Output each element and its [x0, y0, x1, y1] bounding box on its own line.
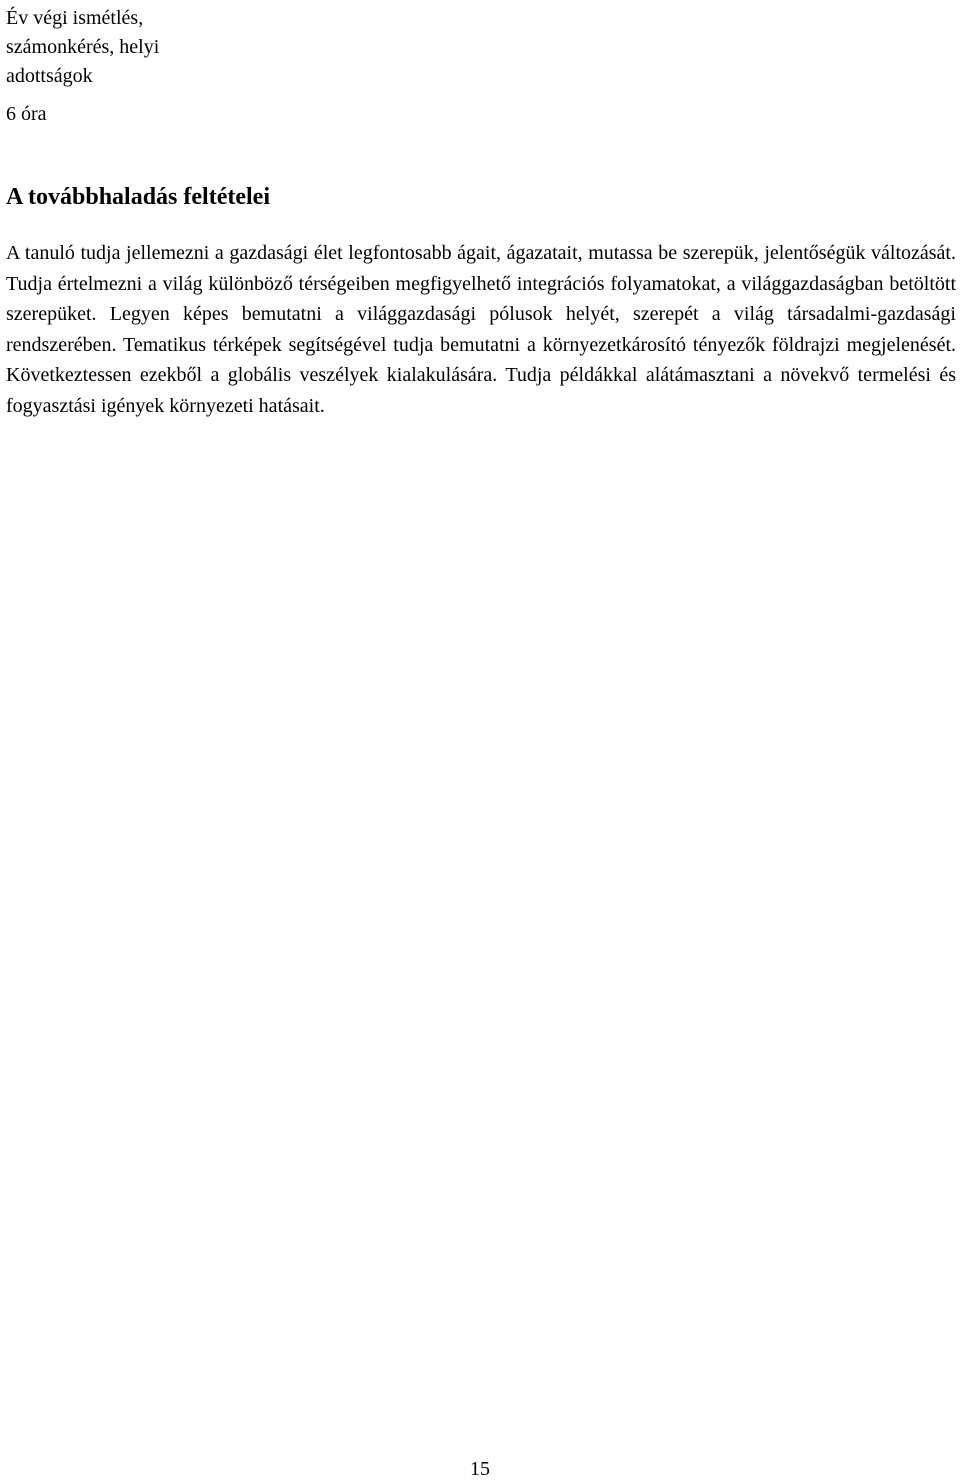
lesson-hours: 6 óra [6, 103, 47, 125]
topic-title-line-1: Év végi ismétlés, [6, 7, 144, 29]
page-number: 15 [470, 1458, 490, 1480]
section-body-paragraph: A tanuló tudja jellemezni a gazdasági élet legfontosabb ágait, ágazatait, mutassa be szerepük, jelentőségük változását. Tudja értelmezni a világ különböző térségeiben megfigyelhető integrációs folyamatokat, a világgazdaságban betöltött szerepüket. Legyen képes bemutatni a világgazdasági pólusok helyét, szerepét a világ társadalmi-gazdasági rendszerében. Tematikus térképek segítségével tudja bemutatni a környezetkárosító tényezők földrajzi megjelenését. Következtessen ezekből a globális veszélyek kialakulására. Tudja példákkal alátámasztani a növekvő termelési és fogyasztási igények környezeti hatásait. [6, 242, 956, 417]
topic-title-line-2: számonkérés, helyi [6, 36, 160, 58]
topic-title [6, 4, 236, 91]
topic-title-line-3: adottságok [6, 65, 93, 87]
section-heading: A továbbhaladás feltételei [6, 184, 270, 210]
